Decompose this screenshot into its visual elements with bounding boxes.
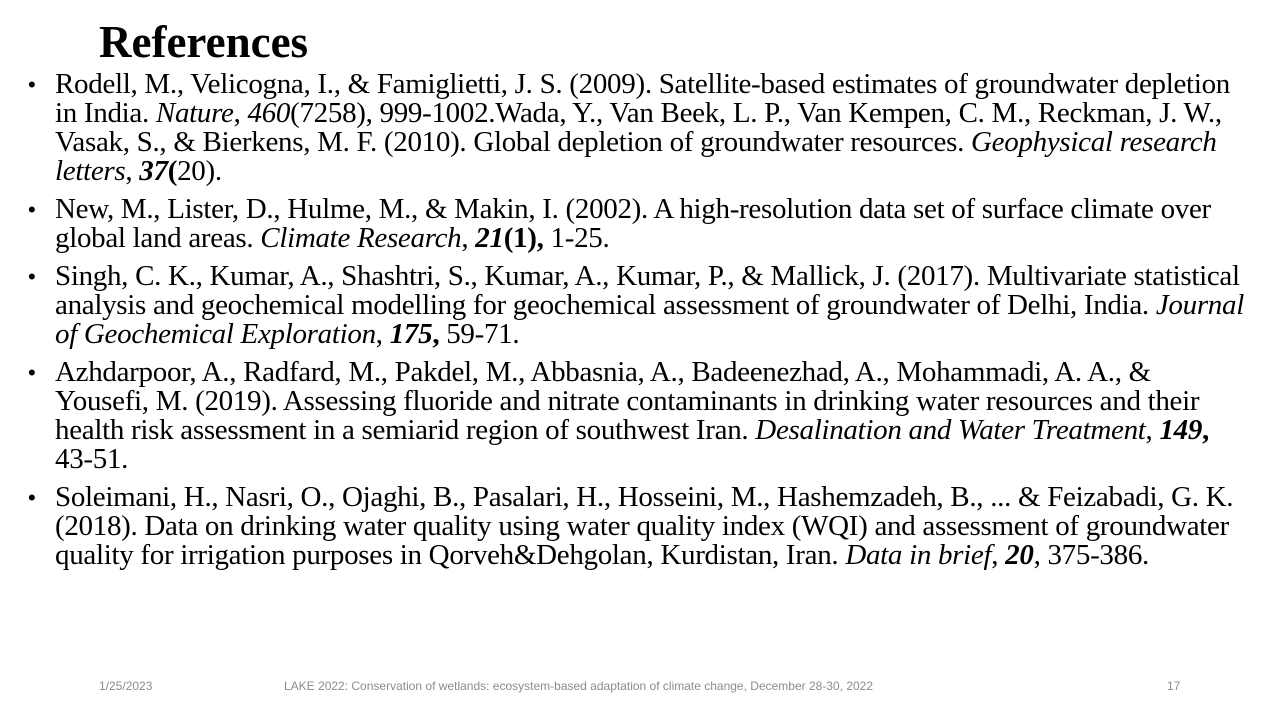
- reference-text: Journal of Geochemical Exploration: [55, 289, 1244, 350]
- reference-text: 21: [475, 222, 504, 254]
- reference-text: 149: [1159, 414, 1203, 446]
- bullet-icon: •: [28, 485, 36, 510]
- reference-text: 43-51.: [55, 443, 129, 475]
- reference-text: 460: [247, 97, 291, 129]
- reference-text: (7258), 999-1002.Wada, Y., Van Beek, L. P., Van Kempen, C. M., Reckman, J. W., Vasak, S., & Bierkens, M. F. (2010). Global depletion of groundwater resources.: [55, 97, 1222, 158]
- reference-text: Climate Research: [260, 222, 462, 254]
- reference-text: Desalination and Water Treatment: [755, 414, 1146, 446]
- reference-text: ,: [1145, 414, 1160, 446]
- reference-text: Nature: [155, 97, 234, 129]
- reference-text: ,: [461, 222, 476, 254]
- reference-text: 20).: [177, 155, 222, 187]
- reference-text: ,: [375, 318, 390, 350]
- reference-item: [28, 195, 1248, 253]
- reference-item: [28, 358, 1248, 474]
- footer-page-number: 17: [1167, 679, 1181, 693]
- reference-text: ,: [125, 155, 140, 187]
- reference-text: (1),: [503, 222, 544, 254]
- reference-text: , 375-386.: [1033, 539, 1149, 571]
- reference-text: Azhdarpoor, A., Radfard, M., Pakdel, M., Abbasnia, A., Badeenezhad, A., Mohammadi, A. A., & Yousefi, M. (2019). Assessing fluoride and nitrate contaminants in drinking water resources and their health risk assessment in a semiarid region of southwest Iran.: [55, 356, 1200, 446]
- reference-item: [28, 483, 1248, 570]
- reference-text: Soleimani, H., Nasri, O., Ojaghi, B., Pasalari, H., Hosseini, M., Hashemzadeh, B., ... & Feizabadi, G. K. (2018). Data on drinking water quality using water quality index (WQI) and assessment of groundwater quality for irrigation purposes in Qorveh&Dehgolan, Kurdistan, Iran.: [55, 481, 1234, 571]
- reference-item: [28, 262, 1248, 349]
- slide-title: References: [99, 17, 309, 67]
- reference-text: ,: [432, 318, 440, 350]
- reference-text: 1-25.: [543, 222, 610, 254]
- reference-text: 20: [1005, 539, 1034, 571]
- bullet-icon: •: [28, 72, 36, 97]
- reference-text: Geophysical research letters: [55, 126, 1217, 187]
- footer-date: 1/25/2023: [99, 679, 153, 693]
- bullet-icon: •: [28, 264, 36, 289]
- reference-item: [28, 70, 1248, 186]
- reference-list: [28, 70, 1248, 579]
- reference-text: ,: [991, 539, 1006, 571]
- reference-text: New, M., Lister, D., Hulme, M., & Makin, I. (2002). A high-resolution data set of surface climate over global land areas.: [55, 193, 1211, 254]
- reference-text: Rodell, M., Velicogna, I., & Famiglietti, J. S. (2009). Satellite-based estimates of groundwater depletion in India.: [55, 68, 1230, 129]
- footer-event-title: LAKE 2022: Conservation of wetlands: ecosystem-based adaptation of climate change, December 28-30, 2022: [284, 679, 874, 693]
- reference-text: ,: [233, 97, 248, 129]
- reference-text: ,: [1202, 414, 1209, 446]
- bullet-icon: •: [28, 197, 36, 222]
- reference-text: (: [167, 155, 178, 187]
- reference-text: Data in brief: [845, 539, 992, 571]
- reference-text: 37: [139, 155, 168, 187]
- bullet-icon: •: [28, 360, 36, 385]
- reference-text: 175: [389, 318, 433, 350]
- reference-text: Singh, C. K., Kumar, A., Shashtri, S., Kumar, A., Kumar, P., & Mallick, J. (2017). Multivariate statistical analysis and geochemical modelling for geochemical assessment of groundwater of Delhi, India.: [55, 260, 1240, 321]
- reference-text: 59-71.: [439, 318, 520, 350]
